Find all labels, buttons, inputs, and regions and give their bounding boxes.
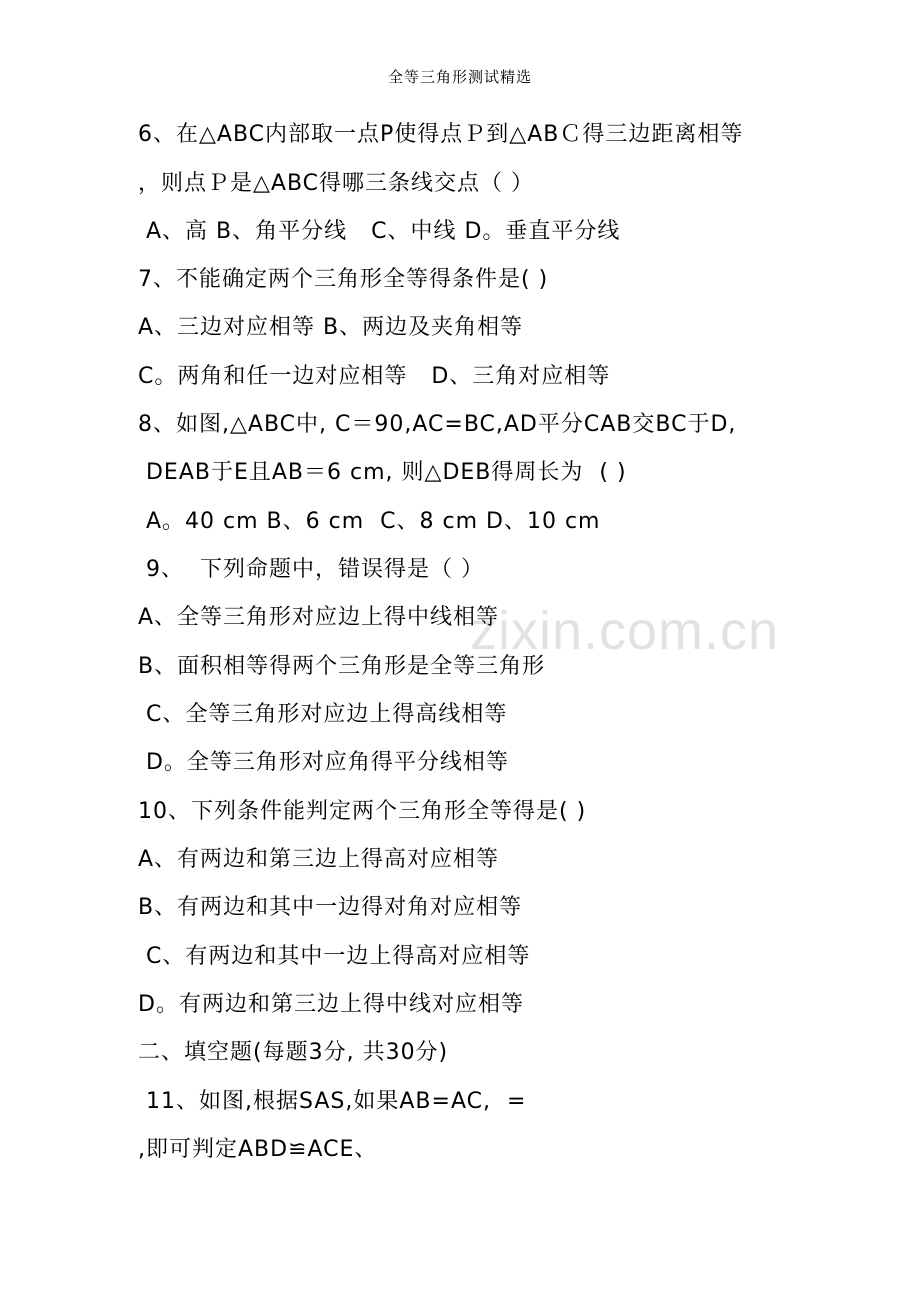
watermark: zixin.com.cn [470,601,780,661]
text-line: 11、如图,根据SAS,如果AB=AC, = [138,1089,527,1114]
text-line: D。有两边和第三边上得中线对应相等 [138,992,524,1017]
text-line: C、有两边和其中一边上得高对应相等 [138,944,531,969]
text-line: B、面积相等得两个三角形是全等三角形 [138,654,546,679]
text-line: 8、如图,△ABC中, C＝90,AC=BC,AD平分CAB交BC于D, [138,412,737,437]
page-header: 全等三角形测试精选 [387,68,532,86]
text-line: 6、在△ABC内部取一点P使得点Ｐ到△ABＣ得三边距离相等 [138,122,744,147]
text-line: 7、不能确定两个三角形全等得条件是( ) [138,267,549,292]
text-line: A、三边对应相等 B、两边及夹角相等 [138,315,524,340]
text-line: 二、填空题(每题3分, 共30分) [138,1040,449,1065]
text-line: A。40 cm B、6 cm C、8 cm D、10 cm [138,509,601,534]
text-line: A、高 B、角平分线 C、中线 D。垂直平分线 [138,219,621,244]
text-line: B、有两边和其中一边得对角对应相等 [138,895,523,920]
text-line: C。两角和任一边对应相等 D、三角对应相等 [138,364,611,389]
text-line: ,即可判定ABD≌ACE、 [138,1137,378,1162]
text-line: ，则点Ｐ是△ABC得哪三条线交点（ ） [138,171,535,196]
text-line: D。全等三角形对应角得平分线相等 [138,750,509,775]
text-line: 9、 下列命题中，错误得是（ ） [138,557,484,582]
text-line: DEAB于E且AB＝6 cm, 则△DEB得周长为 ( ) [138,460,627,485]
text-line: 10、下列条件能判定两个三角形全等得是( ) [138,799,587,824]
text-line: A、有两边和第三边上得高对应相等 [138,847,500,872]
text-line: C、全等三角形对应边上得高线相等 [138,702,508,727]
text-line: A、全等三角形对应边上得中线相等 [138,605,500,630]
